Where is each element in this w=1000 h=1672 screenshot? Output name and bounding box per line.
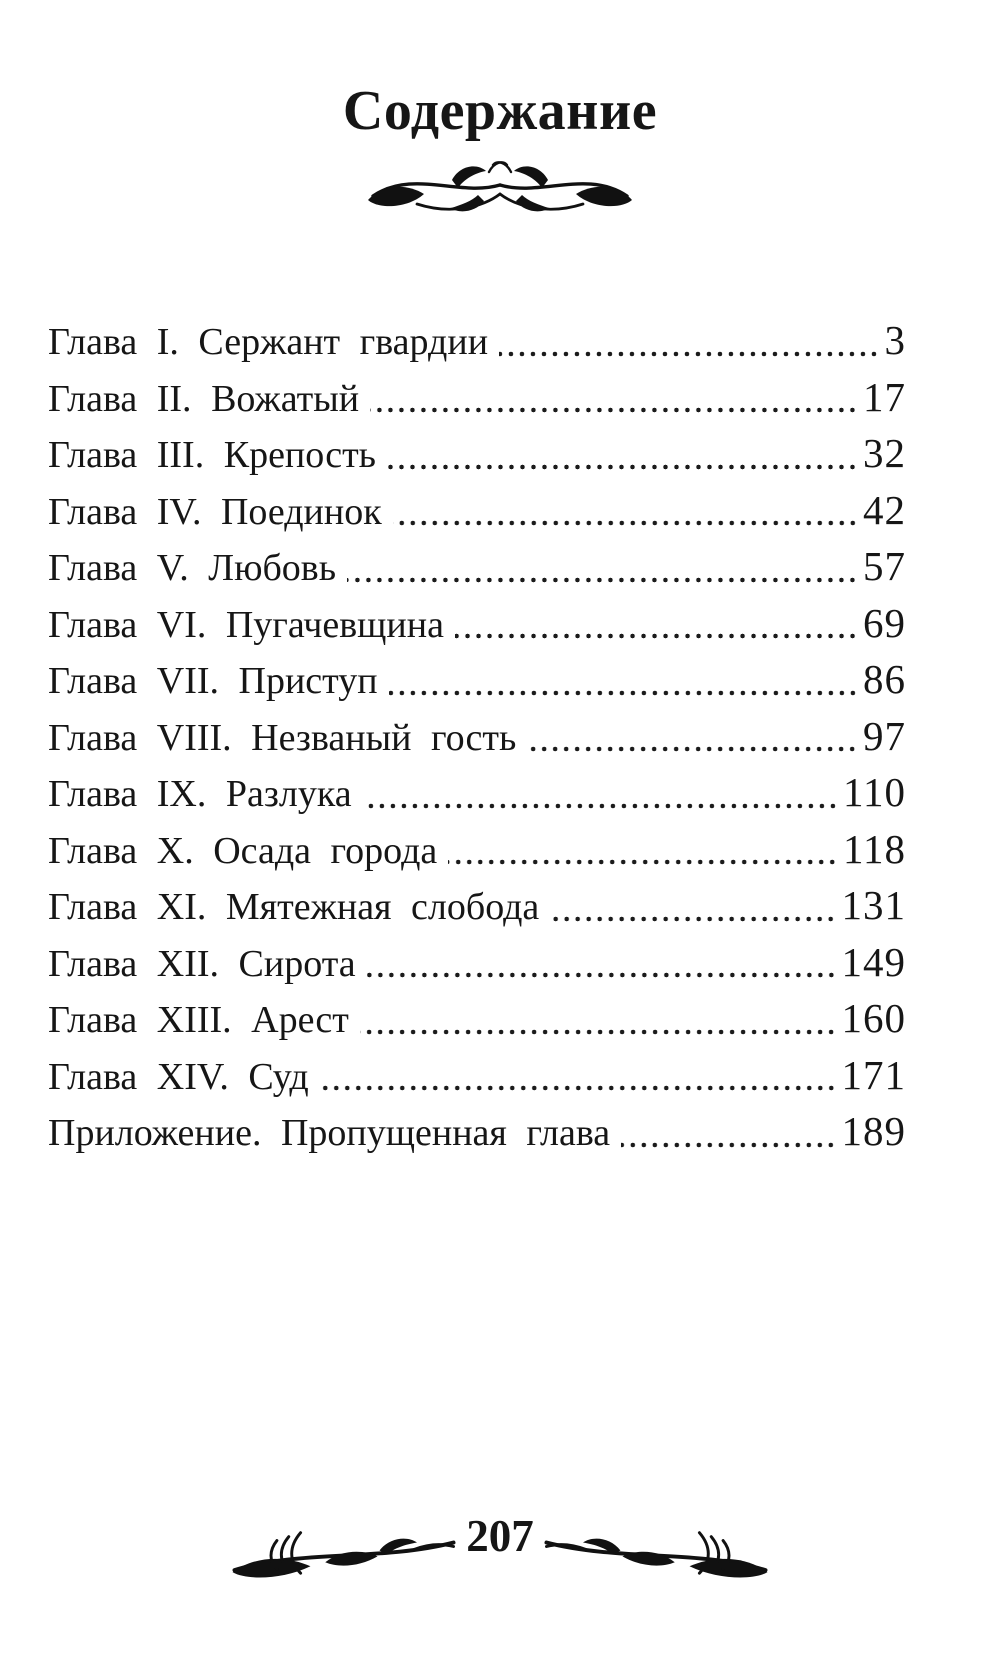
page-title: Содержание <box>342 80 658 142</box>
dot-leader <box>320 1048 837 1105</box>
toc-entry-chapter-label: Глава <box>48 886 138 928</box>
toc-entry-chapter-label: Глава <box>48 829 138 872</box>
dot-leader <box>360 991 837 1048</box>
toc-entry-chapter-label: Глава <box>48 773 138 815</box>
dot-leader <box>499 313 879 370</box>
dot-leader <box>455 596 858 653</box>
toc-entry <box>48 539 906 596</box>
toc-entry-title: Любовь <box>208 547 337 589</box>
toc-entry-numeral: IX. <box>156 773 207 815</box>
toc-entry-title: Пугачевщина <box>225 603 444 646</box>
toc-entry <box>48 765 906 822</box>
toc-entry-text <box>48 1106 610 1161</box>
toc-entry-page-number: 110 <box>843 769 906 815</box>
toc-entry-chapter-label: Глава <box>48 999 138 1041</box>
toc-entry-page-number: 69 <box>863 599 906 646</box>
toc-entry-title: Мятежная слобода <box>225 886 540 928</box>
toc-entry-text <box>48 485 382 540</box>
toc-entry-title: Сержант гвардии <box>198 321 489 363</box>
toc-entry-text <box>48 598 444 653</box>
footer-flourish-left-icon <box>230 1510 458 1584</box>
toc-entry-text <box>48 654 378 709</box>
toc-entry-chapter-label: Глава <box>48 321 138 363</box>
toc-entry-numeral: II. <box>156 377 192 420</box>
toc-entry-title: Незваный гость <box>251 716 517 759</box>
toc-entry-chapter-label: Глава <box>48 942 138 985</box>
toc-entry <box>48 822 906 879</box>
toc-entry-text <box>48 428 376 483</box>
toc-entry-chapter-label: Глава <box>48 434 138 476</box>
toc-entry-text <box>48 937 356 992</box>
toc-entry-text <box>48 541 336 596</box>
toc-entry-title: Сирота <box>238 942 356 985</box>
toc-entry-text <box>48 993 349 1048</box>
dot-leader <box>621 1104 836 1161</box>
toc-entry-numeral: V. <box>156 547 189 589</box>
toc-entry <box>48 991 906 1048</box>
toc-entry-page-number: 118 <box>843 825 906 872</box>
toc-entry-page-number: 149 <box>841 938 906 985</box>
toc-entry-chapter-label: Глава <box>48 377 138 420</box>
dot-leader <box>448 822 838 879</box>
toc-entry-chapter-label: Глава <box>48 603 138 646</box>
toc-entry <box>48 370 906 427</box>
toc-entry-page-number: 97 <box>863 712 906 759</box>
toc-entry-text <box>48 767 352 822</box>
toc-entry-text <box>48 315 488 370</box>
dot-leader <box>550 878 836 935</box>
toc-entry <box>48 878 906 935</box>
toc-entry <box>48 313 906 370</box>
toc-entry-numeral: XIII. <box>156 999 232 1041</box>
toc-entry <box>48 596 906 653</box>
dot-leader <box>387 426 858 483</box>
header-flourish-icon <box>364 154 636 216</box>
footer-flourish-right-icon <box>542 1510 770 1584</box>
toc-entry-page-number: 189 <box>841 1108 906 1154</box>
toc-entry-page-number: 86 <box>863 656 906 702</box>
toc-entry-title: Приступ <box>238 660 378 702</box>
toc-entry-page-number: 42 <box>863 486 906 533</box>
toc-entry-numeral: I. <box>156 321 179 363</box>
toc-entry <box>48 652 906 709</box>
toc-entry-chapter-label: Глава <box>48 660 138 702</box>
book-page <box>0 82 1000 1672</box>
dot-leader <box>527 709 858 766</box>
toc-entry-page-number: 57 <box>863 543 906 589</box>
dot-leader <box>393 483 858 540</box>
toc-entry-page-number: 32 <box>863 430 906 476</box>
toc-entry <box>48 709 906 766</box>
toc-entry <box>48 483 906 540</box>
page-number: 207 <box>466 1510 534 1561</box>
toc-entry-numeral: VI. <box>156 603 207 646</box>
toc-entry-page-number: 3 <box>884 317 906 363</box>
toc-entry-numeral: XII. <box>156 942 220 985</box>
toc-entry-title: Пропущенная глава <box>280 1112 611 1154</box>
toc-entry-numeral: XIV. <box>156 1055 229 1098</box>
toc-entry-title: Арест <box>251 999 349 1041</box>
toc-entry-page-number: 171 <box>841 1051 906 1098</box>
toc-entry-page-number: 160 <box>841 995 906 1041</box>
toc-entry-page-number: 131 <box>841 882 906 928</box>
toc-entry-title: Осада города <box>213 829 438 872</box>
toc-entry-text <box>48 1050 309 1105</box>
toc-entry-title: Вожатый <box>211 377 360 420</box>
toc-entry-chapter-label: Глава <box>48 716 138 759</box>
toc-entry-title: Крепость <box>223 434 377 476</box>
dot-leader <box>389 652 858 709</box>
toc-entry-title: Поединок <box>220 490 382 533</box>
toc-entry <box>48 1048 906 1105</box>
toc-entry-text <box>48 372 359 427</box>
toc-entry-numeral: IV. <box>156 490 202 533</box>
toc-entry-chapter-label: Приложение. <box>48 1112 262 1154</box>
toc-entry-chapter-label: Глава <box>48 1055 138 1098</box>
toc-entry-text <box>48 824 437 879</box>
toc-entry <box>48 1104 906 1161</box>
toc-entry-chapter-label: Глава <box>48 490 138 533</box>
dot-leader <box>363 765 838 822</box>
toc-entry-title: Суд <box>248 1055 309 1098</box>
dot-leader <box>347 539 858 596</box>
toc-entry-text <box>48 880 539 935</box>
toc-entry-page-number: 17 <box>863 373 906 420</box>
toc-entry-chapter-label: Глава <box>48 547 138 589</box>
toc-entry <box>48 935 906 992</box>
dot-leader <box>367 935 837 992</box>
toc-entry-numeral: III. <box>156 434 205 476</box>
toc-entry <box>48 426 906 483</box>
table-of-contents <box>48 313 906 1161</box>
toc-entry-title: Разлука <box>225 773 352 815</box>
page-footer <box>0 1510 1000 1584</box>
toc-entry-numeral: XI. <box>156 886 207 928</box>
toc-entry-numeral: VII. <box>156 660 220 702</box>
toc-entry-numeral: VIII. <box>156 716 232 759</box>
toc-entry-text <box>48 711 516 766</box>
toc-entry-numeral: X. <box>156 829 194 872</box>
dot-leader <box>370 370 858 427</box>
